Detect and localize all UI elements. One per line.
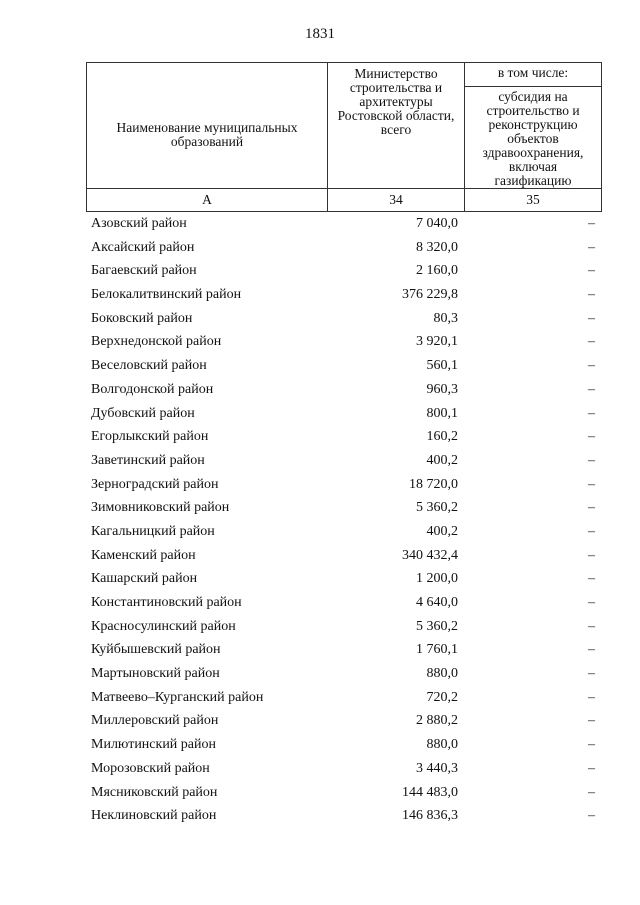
row-subsidy: –: [588, 666, 595, 682]
row-total: 720,2: [426, 689, 458, 705]
row-subsidy: –: [588, 523, 595, 539]
row-subsidy: –: [588, 618, 595, 634]
table-row: [86, 354, 598, 378]
table-row: [86, 662, 598, 686]
row-total: 7 040,0: [416, 216, 458, 231]
table-row: [86, 496, 598, 520]
row-total: 3 440,3: [416, 760, 458, 776]
header-code-34: 34: [328, 189, 465, 212]
row-total: 800,1: [426, 405, 458, 421]
row-subsidy: –: [588, 713, 595, 729]
row-name: Зерноградский район: [91, 476, 219, 492]
row-name: Куйбышевский район: [91, 642, 221, 658]
row-total: 1 760,1: [416, 642, 458, 658]
table-row: [86, 638, 598, 662]
header-including: в том числе:: [465, 63, 602, 87]
row-subsidy: –: [588, 500, 595, 516]
header-name-text: Наименование муниципальных образований: [116, 119, 298, 149]
row-name: Кашарский район: [91, 571, 198, 587]
table-row: [86, 378, 598, 402]
row-subsidy: –: [588, 405, 595, 421]
row-subsidy: –: [588, 358, 595, 374]
row-name: Зимовниковский район: [91, 500, 230, 516]
row-name: Неклиновский район: [91, 808, 217, 824]
row-name: Каменский район: [91, 547, 196, 563]
table-row: [86, 709, 598, 733]
row-name: Аксайский район: [91, 239, 195, 255]
row-total: 5 360,2: [416, 618, 458, 634]
table-row: [86, 425, 598, 449]
row-name: Матвеево–Курганский район: [91, 689, 264, 705]
row-total: 144 483,0: [402, 784, 458, 800]
row-total: 1 200,0: [416, 571, 458, 587]
header-subsidy-text: субсидия на строительство и реконструкцию объектов здравоохранения, включая газификацию: [482, 89, 584, 188]
row-total: 400,2: [426, 452, 458, 468]
header-total-column: [328, 63, 465, 189]
table-row: [86, 686, 598, 710]
row-subsidy: –: [588, 595, 595, 610]
row-name: Красносулинский район: [91, 618, 236, 634]
row-total: 3 920,1: [416, 334, 458, 350]
table-row: [86, 449, 598, 473]
table-row: [86, 473, 598, 497]
row-name: Кагальницкий район: [91, 523, 215, 539]
row-name: Морозовский район: [91, 760, 210, 776]
row-name: Боковский район: [91, 310, 193, 326]
row-total: 340 432,4: [402, 547, 458, 563]
row-name: Веселовский район: [91, 358, 207, 374]
row-total: 400,2: [426, 523, 458, 539]
row-name: Заветинский район: [91, 452, 205, 468]
row-subsidy: –: [588, 263, 595, 279]
row-subsidy: –: [588, 429, 595, 445]
row-total: 4 640,0: [416, 595, 458, 610]
table-row: [86, 615, 598, 639]
row-total: 560,1: [426, 358, 458, 374]
row-subsidy: –: [588, 216, 595, 231]
row-total: 160,2: [426, 429, 458, 445]
table-row: [86, 591, 598, 615]
row-name: Белокалитвинский район: [91, 287, 242, 303]
table-row: [86, 330, 598, 354]
row-name: Мартыновский район: [91, 666, 220, 682]
table-row: [86, 402, 598, 426]
row-subsidy: –: [588, 642, 595, 658]
row-name: Миллеровский район: [91, 713, 219, 729]
table-row: [86, 236, 598, 260]
row-subsidy: –: [588, 381, 595, 397]
header-code-35: 35: [465, 189, 602, 212]
row-name: Багаевский район: [91, 263, 197, 279]
row-subsidy: –: [588, 287, 595, 303]
table-row: [86, 781, 598, 805]
header-name-column: [87, 63, 328, 189]
row-subsidy: –: [588, 760, 595, 776]
table-row: [86, 733, 598, 757]
row-subsidy: –: [588, 689, 595, 705]
table-row: [86, 259, 598, 283]
row-total: 146 836,3: [402, 808, 458, 824]
table-row: [86, 804, 598, 828]
table-row: [86, 544, 598, 568]
row-name: Волгодонской район: [91, 381, 214, 397]
table-body: [86, 212, 598, 828]
row-total: 880,0: [426, 666, 458, 682]
table-header: [86, 62, 602, 212]
table-row: [86, 757, 598, 781]
header-subsidy-column: [465, 87, 602, 189]
table-row: [86, 212, 598, 236]
row-subsidy: –: [588, 452, 595, 468]
row-name: Егорлыкский район: [91, 429, 209, 445]
table-row: [86, 283, 598, 307]
row-subsidy: –: [588, 547, 595, 563]
row-subsidy: –: [588, 737, 595, 753]
row-name: Мясниковский район: [91, 784, 218, 800]
row-name: Азовский район: [91, 216, 187, 231]
row-subsidy: –: [588, 310, 595, 326]
row-total: 80,3: [433, 310, 458, 326]
row-total: 2 160,0: [416, 263, 458, 279]
row-total: 18 720,0: [409, 476, 458, 492]
header-total-text: Министерство строительства и архитектуры Ростовской области, всего: [337, 66, 455, 137]
row-total: 376 229,8: [402, 287, 458, 303]
row-subsidy: –: [588, 239, 595, 255]
row-name: Милютинский район: [91, 737, 217, 753]
table-row: [86, 520, 598, 544]
table-row: [86, 307, 598, 331]
row-total: 5 360,2: [416, 500, 458, 516]
header-code-a: А: [87, 189, 328, 212]
row-name: Верхнедонской район: [91, 334, 222, 350]
table-row: [86, 567, 598, 591]
row-total: 2 880,2: [416, 713, 458, 729]
row-subsidy: –: [588, 808, 595, 824]
row-subsidy: –: [588, 334, 595, 350]
page-number: 1831: [305, 26, 335, 42]
row-name: Константиновский район: [91, 595, 242, 610]
row-total: 880,0: [426, 737, 458, 753]
row-subsidy: –: [588, 784, 595, 800]
row-subsidy: –: [588, 476, 595, 492]
row-total: 960,3: [426, 381, 458, 397]
row-subsidy: –: [588, 571, 595, 587]
row-name: Дубовский район: [91, 405, 195, 421]
row-total: 8 320,0: [416, 239, 458, 255]
